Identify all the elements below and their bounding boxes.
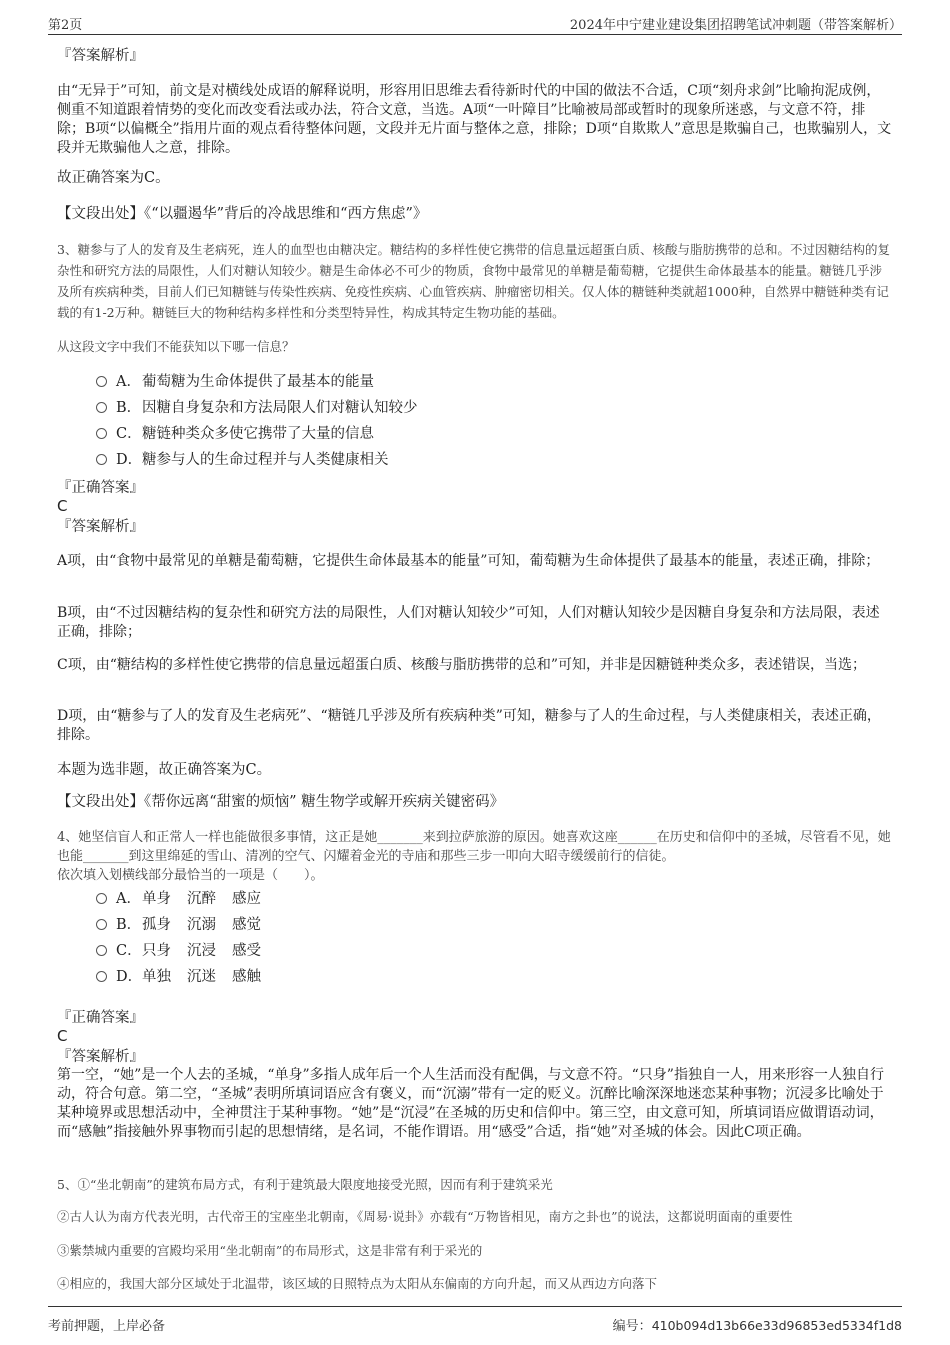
q3-option-b[interactable]: B．因糖自身复杂和方法局限人们对糖认知较少 (96, 398, 418, 418)
q4-stem: 4、她坚信盲人和正常人一样也能做很多事情，这正是她_______来到拉萨旅游的原因。她喜欢这座______在历史和信仰中的圣城，尽管看不见，她也能_______到这里绵延的雪山、清冽的空气、闪耀着金光的寺庙和那些三步一叩向大昭寺缓缓前行的信徒。 (57, 830, 891, 864)
footer-slogan: 考前押题，上岸必备 (48, 1319, 166, 1334)
page-header (48, 10, 902, 35)
q3-option-a[interactable]: A．葡萄糖为生命体提供了最基本的能量 (96, 372, 374, 392)
q5-item-3: ③紫禁城内重要的宫殿均采用“坐北朝南”的布局形式，这是非常有利于采光的 (57, 1243, 483, 1258)
q3-analysis-b: B项，由“不过因糖结构的复杂性和研究方法的局限性，人们对糖认知较少”可知，人们对糖认知较少是因糖自身复杂和方法局限，表述正确，排除； (57, 605, 880, 640)
q4-option-d[interactable]: D．单独 沉迷 感触 (96, 967, 261, 987)
q5-item-1: 5、①“坐北朝南”的建筑布局方式，有利于建筑最大限度地接受光照，因而有利于建筑采光 (57, 1177, 553, 1192)
q4-option-b[interactable]: B．孤身 沉溺 感觉 (96, 915, 261, 935)
q3-question: 从这段文字中我们不能获知以下哪一信息？ (57, 339, 295, 354)
q4-correct-answer: C (57, 1027, 68, 1045)
page-number: 第2页 (48, 18, 83, 33)
q4-question: 依次填入划横线部分最恰当的一项是（ ）。 (57, 868, 324, 883)
q3-conclusion: 本题为选非题，故正确答案为C。 (57, 762, 272, 778)
q3-analysis-label: 『答案解析』 (57, 519, 144, 535)
document-title: 2024年中宁建业建设集团招聘笔试冲刺题（带答案解析） (569, 18, 902, 33)
q5-item-4: ④相应的，我国大部分区域处于北温带，该区域的日照特点为太阳从东偏南的方向升起，而又从西边方向落下 (57, 1276, 658, 1291)
q4-option-c[interactable]: C．只身 沉浸 感受 (96, 941, 261, 961)
q3-analysis-c: C项，由“糖结构的多样性使它携带的信息量远超蛋白质、核酸与脂肪携带的总和”可知，并非是因糖链种类众多，表述错误，当选； (57, 657, 867, 673)
q3-analysis-a: A项，由“食物中最常见的单糖是葡萄糖，它提供生命体最基本的能量”可知，葡萄糖为生命体提供了最基本的能量，表述正确，排除； (57, 553, 880, 569)
q2-source: 【文段出处】《“以疆遏华”背后的冷战思维和“西方焦虑”》 (57, 206, 428, 222)
q3-source: 【文段出处】《帮你远离“甜蜜的烦恼” 糖生物学或解开疾病关键密码》 (57, 794, 505, 810)
radio-icon[interactable] (96, 454, 107, 465)
q2-analysis-label: 『答案解析』 (57, 48, 144, 64)
q3-stem: 3、糖参与了人的发育及生老病死，连人的血型也由糖决定。糖结构的多样性使它携带的信息量远超蛋白质、核酸与脂肪携带的总和。不过因糖结构的复杂性和研究方法的局限性，人们对糖认知较少。糖是生命体必不可少的物质，食物中最常见的单糖是葡萄糖，它提供生命体最基本的能量。糖链几乎涉及所有疾病种类，目前人们已知糖链与传染性疾病、免疫性疾病、心血管疾病、肿瘤密切相关。仅人体的糖链种类就超1000种，自然界中糖链种类有记载的有1-2万种。糖链巨大的物种结构多样性和分类型特异性，构成其特定生物功能的基础。 (57, 242, 890, 320)
radio-icon[interactable] (96, 945, 107, 956)
q4-option-a[interactable]: A．单身 沉醉 感应 (96, 889, 261, 909)
q4-analysis-label: 『答案解析』 (57, 1049, 144, 1065)
radio-icon[interactable] (96, 919, 107, 930)
footer-code: 编号：410b094d13b66e33d96853ed5334f1d8 (612, 1318, 902, 1334)
q3-correct-answer: C (57, 497, 68, 515)
radio-icon[interactable] (96, 402, 107, 413)
q5-item-2: ②古人认为南方代表光明，古代帝王的宝座坐北朝南，《周易·说卦》亦载有“万物皆相见，南方之卦也”的说法，这都说明面南的重要性 (57, 1209, 793, 1224)
radio-icon[interactable] (96, 376, 107, 387)
q3-correct-label: 『正确答案』 (57, 480, 144, 496)
q3-option-d[interactable]: D．糖参与人的生命过程并与人类健康相关 (96, 450, 389, 470)
page-footer (48, 1306, 902, 1334)
document-code: 410b094d13b66e33d96853ed5334f1d8 (651, 1318, 902, 1333)
radio-icon[interactable] (96, 971, 107, 982)
q3-option-c[interactable]: C．糖链种类众多使它携带了大量的信息 (96, 424, 374, 444)
q2-analysis-text: 由“无异于”可知，前文是对横线处成语的解释说明，形容用旧思维去看待新时代的中国的做法不合适，C项“刻舟求剑”比喻拘泥成例，侧重不知道跟着情势的变化而改变看法或办法，符合文意，当选。A项“一叶障目”比喻被局部或暂时的现象所迷惑，与文意不符，排除；B项“以偏概全”指用片面的观点看待整体问题，文段并无片面与整体之意，排除；D项“自欺欺人”意思是欺骗自己，也欺骗别人，文段并无欺骗他人之意，排除。 (57, 83, 892, 156)
q4-analysis-text: 第一空，“她”是一个人去的圣城，“单身”多指人成年后一个人生活而没有配偶，与文意不符。“只身”指独自一人，用来形容一人独自行动，符合句意。第二空，“圣城”表明所填词语应含有褒义，而“沉溺”带有一定的贬义。沉醉比喻深深地迷恋某种事物；沉浸多比喻处于某种境界或思想活动中，全神贯注于某种事物。“她”是“沉浸”在圣城的历史和信仰中。第三空，由文意可知，所填词语应做谓语动词，而“感触”指接触外界事物而引起的思想情绪，是名词，不能作谓语。用“感受”合适，指“她”对圣城的体会。因此C项正确。 (57, 1067, 884, 1140)
q2-conclusion: 故正确答案为C。 (57, 170, 170, 186)
q4-correct-label: 『正确答案』 (57, 1010, 144, 1026)
q3-analysis-d: D项，由“糖参与了人的发育及生老病死”、“糖链几乎涉及所有疾病种类”可知，糖参与了人的生命过程，与人类健康相关，表述正确，排除。 (57, 708, 881, 743)
radio-icon[interactable] (96, 428, 107, 439)
radio-icon[interactable] (96, 893, 107, 904)
